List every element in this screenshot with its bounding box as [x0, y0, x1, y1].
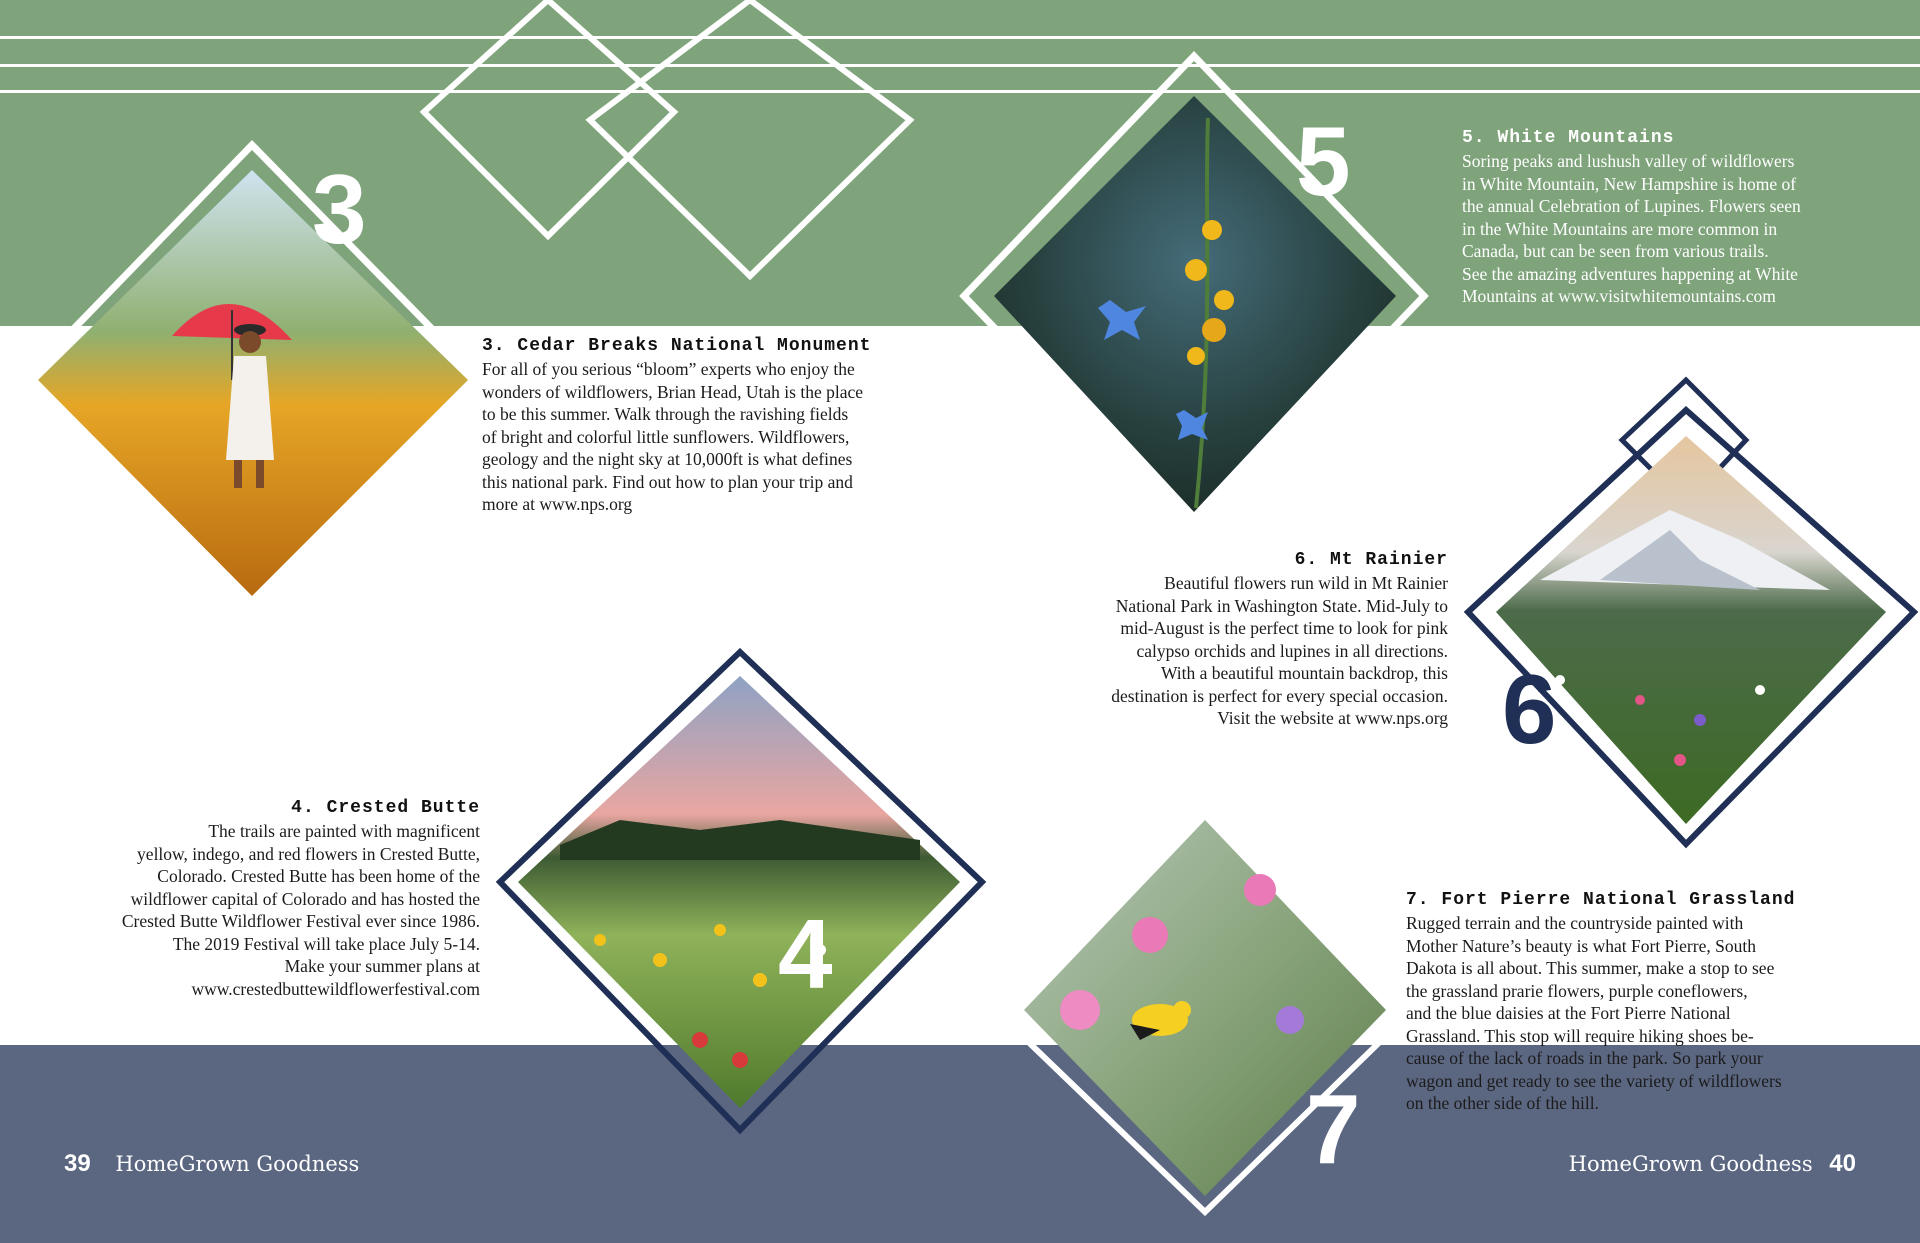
article-3-line: of bright and colorful little sunflowers. Wildflowers, [482, 426, 850, 447]
article-7-line: Mother Nature’s beauty is what Fort Pierre, South [1406, 935, 1756, 956]
photo-6-illustration [1540, 510, 1830, 766]
article-4-line: yellow, indego, and red flowers in Crested Butte, [137, 843, 480, 864]
article-3 [482, 334, 902, 516]
article-7-heading: 7. Fort Pierre National Grassland [1406, 890, 1796, 910]
article-7-line: Dakota is all about. This summer, make a stop to see [1406, 958, 1775, 978]
article-4-line: www.crestedbuttewildflowerfestival.com [191, 978, 480, 999]
article-7 [1406, 888, 1846, 1115]
article-5-line: Mountains at www.visitwhitemountains.com [1462, 286, 1776, 306]
article-3-line: geology and the night sky at 10,000ft is what defines [482, 449, 853, 469]
number-6: 6 [1502, 654, 1557, 764]
article-6-line: With a beautiful mountain backdrop, this [1160, 663, 1448, 683]
photo-5-illustration [1098, 118, 1234, 508]
article-3-line: this national park. Find out how to plan your trip and [482, 471, 853, 492]
article-4 [60, 796, 480, 1000]
article-5-line: the annual Celebration of Lupines. Flowers seen [1462, 196, 1801, 216]
article-3-heading: 3. Cedar Breaks National Monument [482, 336, 872, 356]
article-3-line: to be this summer. Walk through the ravishing fields [482, 404, 849, 424]
article-6-line: Beautiful flowers run wild in Mt Rainier [1164, 573, 1448, 593]
article-4-line: Colorado. Crested Butte has been home of the [157, 866, 480, 886]
article-6-line: calypso orchids and lupines in all directions. [1136, 640, 1448, 661]
publication-title-right: HomeGrown Goodness [1568, 1152, 1813, 1176]
article-4-line: The 2019 Festival will take place July 5-14. [172, 933, 480, 954]
article-5-line: See the amazing adventures happening at White [1462, 263, 1798, 284]
article-6-line: Visit the website at www.nps.org [1217, 708, 1448, 728]
article-7-line: Grassland. This stop will require hiking shoes be- [1406, 1025, 1754, 1046]
article-5 [1462, 126, 1882, 308]
article-7-line: Rugged terrain and the countryside painted with [1406, 913, 1744, 933]
page-number-right: 40 [1829, 1150, 1856, 1177]
article-7-line: cause of the lack of roads in the park. So park your [1406, 1048, 1763, 1068]
article-6-heading: 6. Mt Rainier [1294, 550, 1448, 570]
article-3-line: more at www.nps.org [482, 494, 633, 514]
article-5-line: in the White Mountains are more common in [1462, 218, 1778, 239]
article-3-line: wonders of wildflowers, Brian Head, Utah is the place [482, 381, 864, 402]
page-number-left: 39 [64, 1150, 91, 1177]
number-7: 7 [1306, 1074, 1361, 1184]
article-7-line: on the other side of the hill. [1406, 1093, 1599, 1113]
article-4-heading: 4. Crested Butte [291, 798, 480, 818]
article-5-heading: 5. White Mountains [1462, 128, 1675, 148]
photo-3-illustration [172, 304, 292, 488]
article-5-line: Soring peaks and lushush valley of wildflowers [1462, 151, 1795, 171]
article-6 [1028, 548, 1448, 730]
publication-title-left: HomeGrown Goodness [115, 1152, 360, 1176]
number-4: 4 [778, 899, 833, 1009]
article-3-line: For all of you serious “bloom” experts who enjoy the [482, 359, 855, 379]
article-4-line: Make your summer plans at [284, 956, 480, 976]
article-7-line: and the blue daisies at the Fort Pierre National [1406, 1003, 1731, 1023]
article-5-line: in White Mountain, New Hampshire is home of [1462, 173, 1797, 194]
article-6-line: National Park in Washington State. Mid-July to [1115, 595, 1448, 616]
footer-left [64, 1150, 359, 1178]
article-6-line: mid-August is the perfect time to look for pink [1120, 618, 1448, 638]
article-4-line: The trails are painted with magnificent [208, 821, 480, 841]
article-6-line: destination is perfect for every special occasion. [1111, 685, 1448, 706]
photo-4-illustration [560, 820, 920, 1068]
footer-right [1569, 1150, 1856, 1178]
number-5: 5 [1296, 106, 1351, 216]
number-3: 3 [312, 154, 367, 264]
article-5-line: Canada, but can be seen from various trails. [1462, 241, 1769, 261]
article-7-line: the grassland prarie flowers, purple coneflowers, [1406, 980, 1748, 1001]
article-7-line: wagon and get ready to see the variety of wildflowers [1406, 1070, 1782, 1091]
article-4-line: wildflower capital of Colorado and has hosted the [130, 888, 480, 909]
article-4-line: Crested Butte Wildflower Festival ever since 1986. [121, 911, 480, 931]
photo-7-illustration [1060, 874, 1304, 1040]
